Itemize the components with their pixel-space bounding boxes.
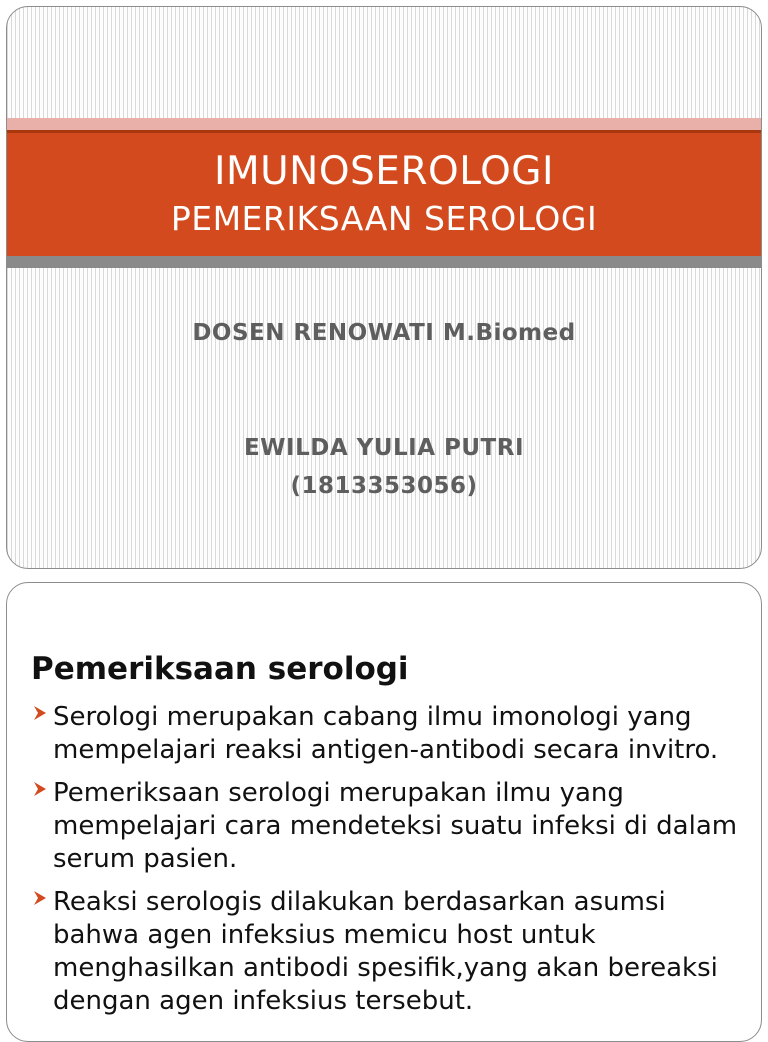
slide-subtitle: PEMERIKSAAN SEROLOGI <box>170 199 598 238</box>
bullet-item <box>31 777 741 876</box>
arrowhead-bullet-icon <box>31 780 49 798</box>
slide-heading: Pemeriksaan serologi <box>31 651 409 687</box>
bullet-item <box>31 886 741 1018</box>
bullet-text: Reaksi serologis dilakukan berdasarkan asumsi bahwa agen infeksius memicu host untuk menghasilkan antibodi spesifik,yang akan bereaksi dengan agen infeksius tersebut. <box>53 887 718 1016</box>
title-band-top-stripe <box>7 118 761 130</box>
title-band <box>7 130 761 256</box>
title-band-bottom-stripe <box>7 256 761 268</box>
bullet-text: Pemeriksaan serologi merupakan ilmu yang mempelajari cara mendeteksi suatu infeksi di dalam serum pasien. <box>53 778 738 874</box>
slide-title: IMUNOSEROLOGI <box>213 149 555 194</box>
student-name: EWILDA YULIA PUTRI <box>243 435 525 461</box>
student-id: (1813353056) <box>290 473 478 499</box>
bullet-text: Serologi merupakan cabang ilmu imonologi yang mempelajari reaksi antigen-antibodi secara invitro. <box>53 702 719 765</box>
content-slide <box>6 582 762 1042</box>
arrowhead-bullet-icon <box>31 704 49 722</box>
bullet-item <box>31 701 741 767</box>
lecturer-name: DOSEN RENOWATI M.Biomed <box>192 320 576 346</box>
title-slide <box>6 6 762 569</box>
arrowhead-bullet-icon <box>31 889 49 907</box>
bullet-list <box>31 701 741 1028</box>
